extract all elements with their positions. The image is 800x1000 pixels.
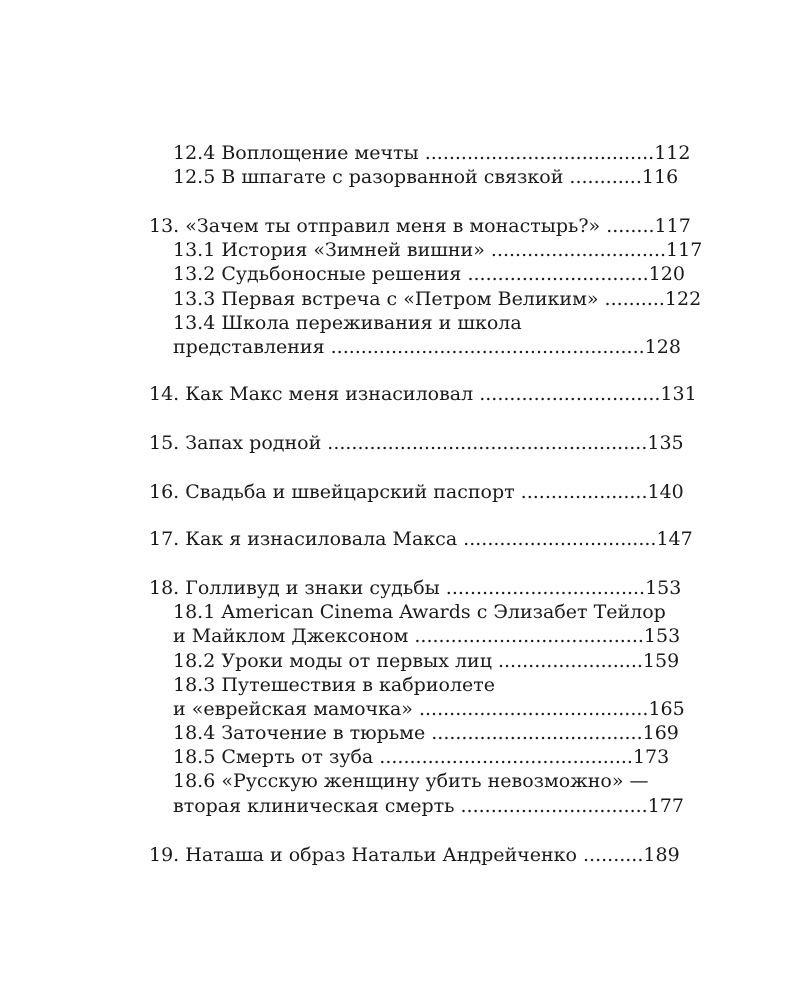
toc-entry-18-1-continued: и Майклом Джексоном ......................................153 <box>173 625 681 647</box>
toc-entry-13-1: 13.1 История «Зимней вишни» .............................117 <box>173 239 703 261</box>
toc-chapter-14: 14. Как Макс меня изнасиловал ..............................131 <box>149 383 697 405</box>
toc-entry-13-4-continued: представления ....................................................128 <box>173 336 681 358</box>
toc-entry-13-3: 13.3 Первая встреча с «Петром Великим» ..........122 <box>173 288 702 310</box>
toc-entry-18-3: 18.3 Путешествия в кабриолете <box>173 674 496 696</box>
toc-entry-13-2: 13.2 Судьбоносные решения ..............................120 <box>173 263 685 285</box>
toc-entry-13-4: 13.4 Школа переживания и школа <box>173 312 522 334</box>
toc-chapter-16: 16. Свадьба и швейцарский паспорт .....................140 <box>149 481 684 503</box>
toc-chapter-19: 19. Наташа и образ Натальи Андрейченко ..........189 <box>149 844 680 866</box>
toc-chapter-18: 18. Голливуд и знаки судьбы .................................153 <box>149 577 682 599</box>
toc-entry-12-5: 12.5 В шпагате с разорванной связкой ............116 <box>173 166 679 188</box>
toc-chapter-15: 15. Запах родной .....................................................135 <box>149 432 684 454</box>
toc-entry-18-3-continued: и «еврейская мамочка» ......................................165 <box>173 698 685 720</box>
toc-entry-18-1: 18.1 American Cinema Awards с Элизабет Тейлор <box>173 601 666 623</box>
toc-entry-18-5: 18.5 Смерть от зуба ..........................................173 <box>173 746 670 768</box>
toc-chapter-17: 17. Как я изнасиловала Макса ................................147 <box>149 528 693 550</box>
toc-entry-18-6: 18.6 «Русскую женщину убить невозможно» — <box>173 770 649 792</box>
toc-entry-18-4: 18.4 Заточение в тюрьме ...................................169 <box>173 722 679 744</box>
toc-chapter-13: 13. «Зачем ты отправил меня в монастырь?» ........117 <box>149 215 691 237</box>
toc-entry-18-2: 18.2 Уроки моды от первых лиц ........................159 <box>173 650 680 672</box>
toc-entry-18-6-continued: вторая клиническая смерть ...............................177 <box>173 795 684 817</box>
toc-entry-12-4: 12.4 Воплощение мечты ......................................112 <box>173 142 691 164</box>
